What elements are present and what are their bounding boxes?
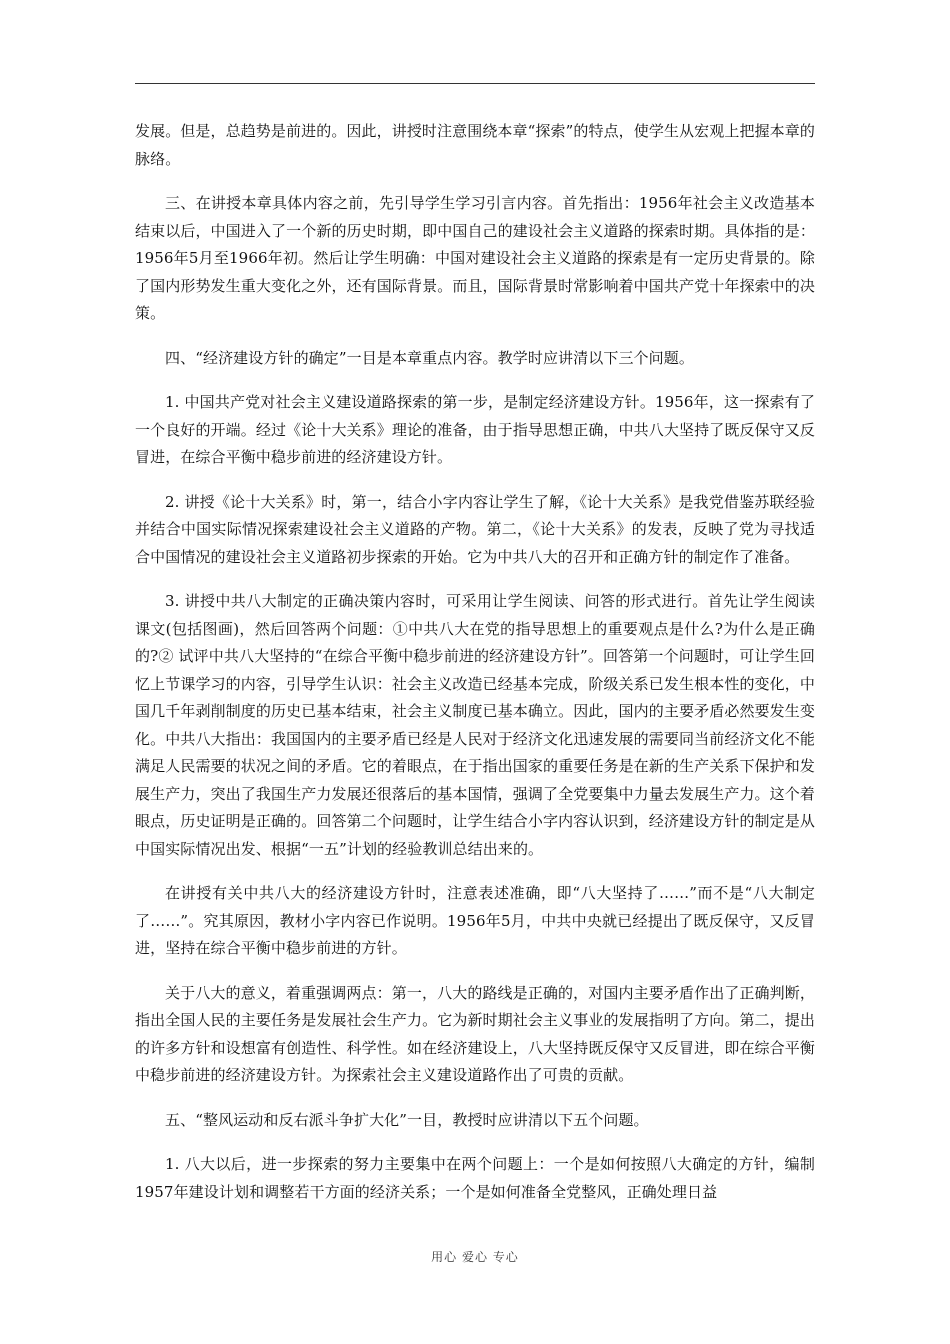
paragraph-section-five-item-1: 1. 八大以后，进一步探索的努力主要集中在两个问题上：一个是如何按照八大确定的方针，编制1957年建设计划和调整若干方面的经济关系；一个是如何准备全党整风，正确处理日益 bbox=[135, 1155, 815, 1201]
paragraph-item-1: 1. 中国共产党对社会主义建设道路探索的第一步，是制定经济建设方针。1956年，这一探索有了一个良好的开端。经过《论十大关系》理论的准备，由于指导思想正确，中共八大坚持了既反保守又反冒进，在综合平衡中稳步前进的经济建设方针。 bbox=[135, 393, 815, 466]
paragraph-item-3: 3. 讲授中共八大制定的正确决策内容时，可采用让学生阅读、问答的形式进行。首先让学生阅读课文(包括图画)，然后回答两个问题：①中共八大在党的指导思想上的重要观点是什么?为什么是正确的?② 试评中共八大坚持的“在综合平衡中稳步前进的经济建设方针”。回答第一个问题时，可让学生回忆上节课学习的内容，引导学生认识：社会主义改造已经基本完成，阶级关系已发生根本性的变化，中国几千年剥削制度的历史已基本结束，社会主义制度已基本确立。因此，国内的主要矛盾必然要发生变化。中共八大指出：我国国内的主要矛盾已经是人民对于经济文化迅速发展的需要同当前经济文化不能满足人民需要的状况之间的矛盾。它的着眼点，在于指出国家的重要任务是在新的生产关系下保护和发展生产力，突出了我国生产力发展还很落后的基本国情，强调了全党要集中力量去发展生产力。这个着眼点，历史证明是正确的。回答第二个问题时，让学生结合小字内容认识到，经济建设方针的制定是从中国实际情况出发、根据“一五”计划的经验教训总结出来的。 bbox=[135, 592, 815, 858]
paragraph-section-three: 三、在讲授本章具体内容之前，先引导学生学习引言内容。首先指出：1956年社会主义改造基本结束以后，中国进入了一个新的历史时期，即中国自己的建设社会主义道路的探索时期。具体指的是：1956年5月至1966年初。然后让学生明确：中国对建设社会主义道路的探索是有一定历史背景的。除了国内形势发生重大变化之外，还有国际背景。而且，国际背景时常影响着中国共产党十年探索中的决策。 bbox=[135, 194, 815, 322]
document-body bbox=[135, 118, 815, 1223]
paragraph-eighth-congress-policy: 在讲授有关中共八大的经济建设方针时，注意表述准确，即“八大坚持了……”而不是“八大制定了……”。究其原因，教材小字内容已作说明。1956年5月，中共中央就已经提出了既反保守，又反冒进，坚持在综合平衡中稳步前进的方针。 bbox=[135, 884, 815, 957]
paragraph-section-five: 五、“整风运动和反右派斗争扩大化”一目，教授时应讲清以下五个问题。 bbox=[165, 1110, 649, 1129]
paragraph-item-2: 2. 讲授《论十大关系》时，第一，结合小字内容让学生了解，《论十大关系》是我党借鉴苏联经验并结合中国实际情况探索建设社会主义道路的产物。第二，《论十大关系》的发表，反映了党为寻找适合中国情况的建设社会主义道路初步探索的开始。它为中共八大的召开和正确方针的制定作了准备。 bbox=[135, 492, 815, 566]
paragraph-section-four: 四、“经济建设方针的确定”一目是本章重点内容。教学时应讲清以下三个问题。 bbox=[165, 348, 694, 367]
paragraph-continued: 发展。但是，总趋势是前进的。因此，讲授时注意围绕本章“探索”的特点，使学生从宏观上把握本章的脉络。 bbox=[135, 122, 815, 168]
page-footer: 用心 爱心 专心 bbox=[431, 1250, 519, 1264]
header-rule bbox=[135, 83, 815, 84]
paragraph-eighth-congress-significance: 关于八大的意义，着重强调两点：第一，八大的路线是正确的，对国内主要矛盾作出了正确判断，指出全国人民的主要任务是发展社会生产力。它为新时期社会主义事业的发展指明了方向。第二，提出的许多方针和设想富有创造性、科学性。如在经济建设上，八大坚持既反保守又反冒进，即在综合平衡中稳步前进的经济建设方针。为探索社会主义建设道路作出了可贵的贡献。 bbox=[135, 983, 815, 1084]
